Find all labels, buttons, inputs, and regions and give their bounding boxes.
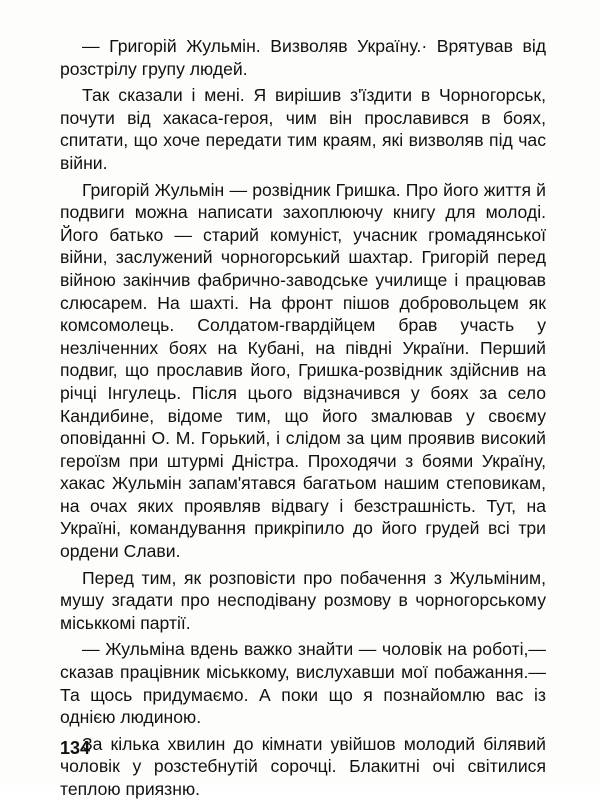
paragraph-6: За кілька хвилин до кімнати увійшов молодий білявий чоловік у розстебнутій сорочці. Блакитні очі світилися теплою приязню. [60, 733, 546, 799]
paragraph-5: — Жульміна вдень важко знайти — чоловік на роботі,— сказав працівник міськкому, вислухавши мої побажання.— Та щось придумаємо. А поки що я познайомлю вас із однією людиною. [60, 639, 546, 728]
paragraph-2: Так сказали і мені. Я вирішив з'їздити в Чорногорськ, почути від хакаса-героя, чим він прославився в боях, спитати, що хоче передати тим краям, які визволяв під час війни. [60, 85, 546, 173]
body-text [60, 35, 546, 805]
paragraph-1: — Григорій Жульмін. Визволяв Україну.· Врятував від розстрілу групу людей. [60, 36, 546, 79]
page-number: 134 [60, 738, 91, 758]
paragraph-3: Григорій Жульмін — розвідник Гришка. Про його життя й подвиги можна написати захоплюючу книгу для молоді. Його батько — старий комуніст, учасник громадянської війни, заслужений чорногорський шахтар. Григорій перед війною закінчив фабрично-заводське училище і працював слюсарем. На шахті. На фронт пішов добровольцем як комсомолець. Солдатом-гвардійцем брав участь у незліченних боях на Кубані, на півдні України. Перший подвиг, що прославив його, Гришка-розвідник здійснив на річці Інгулець. Після цього відзначився у боях за село Кандибине, відоме тим, що його змалював у своєму оповіданні О. М. Горький, і слідом за цим проявив високий героїзм при штурмі Дністра. Проходячи з боями Україну, хакас Жульмін запам'ятався багатьом нашим степовикам, на очах яких проявляв відвагу і безстрашність. Тут, на Україні, командування прикріпило до його грудей всі три ордени Слави. [60, 179, 546, 562]
paragraph-4: Перед тим, як розповісти про побачення з Жульміним, мушу згадати про несподівану розмову в чорногорському міськкомі партії. [60, 567, 546, 633]
